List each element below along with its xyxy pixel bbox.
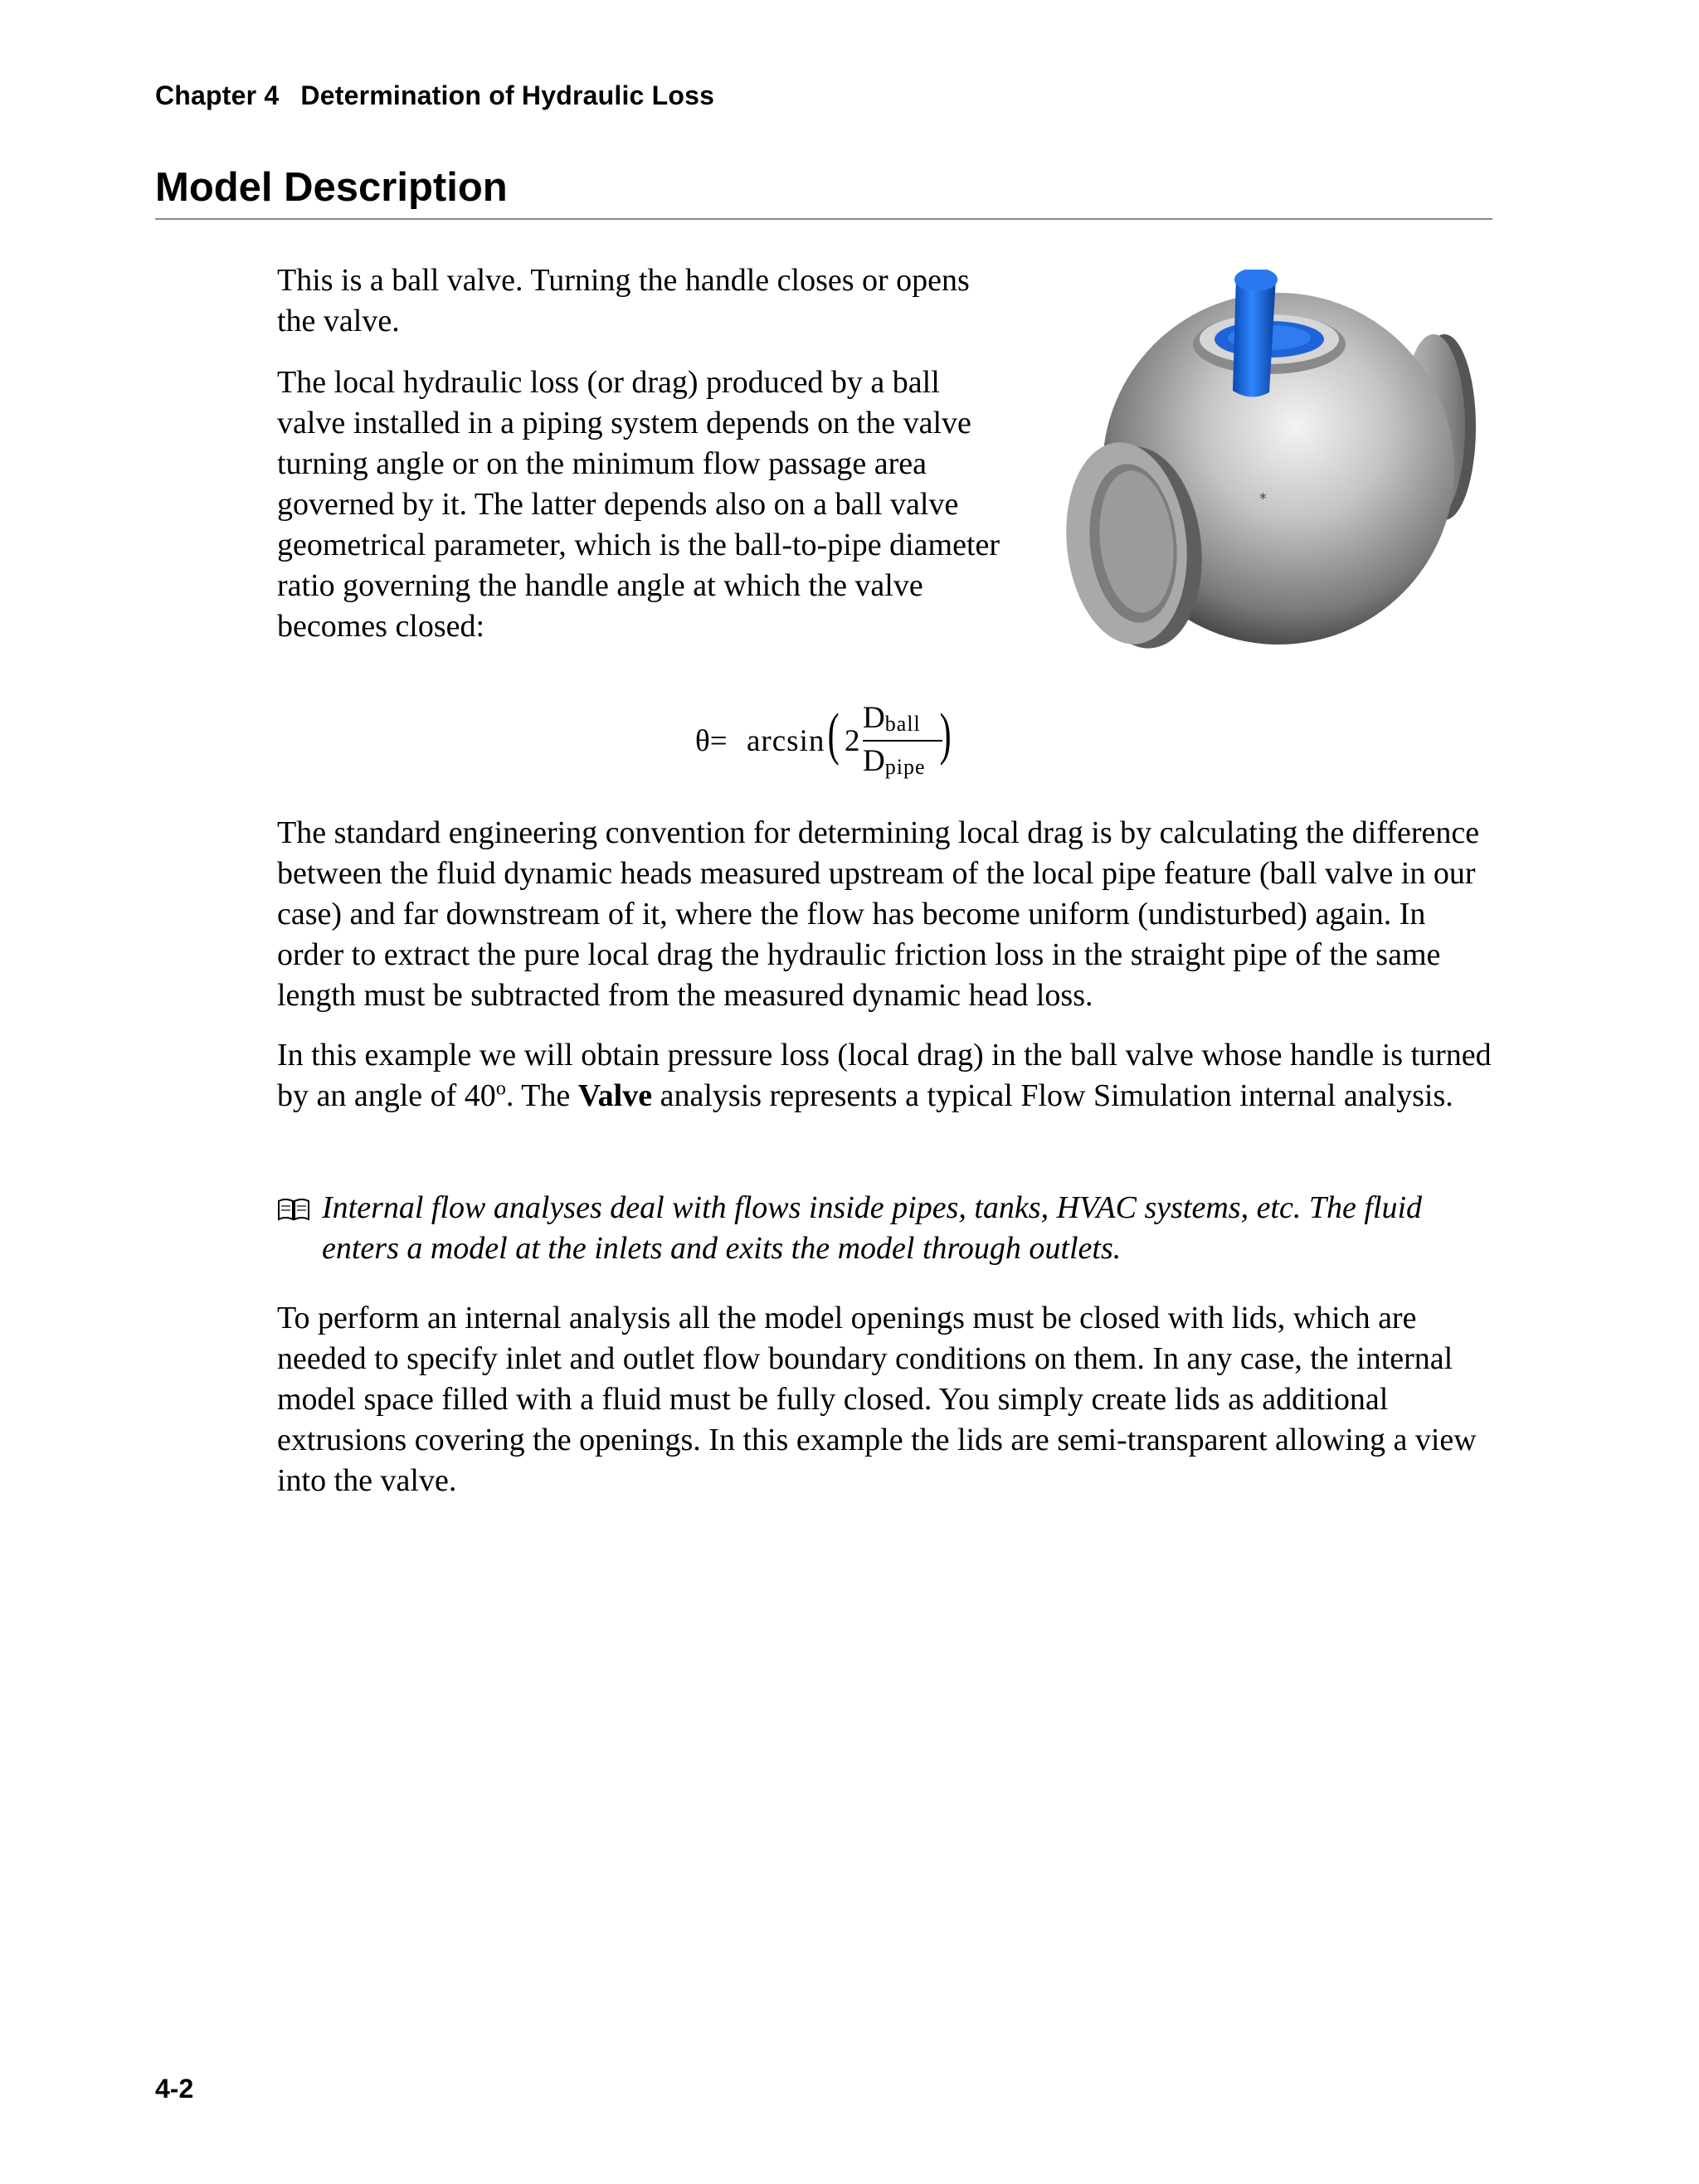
equation-numerator: [863, 700, 921, 736]
example-text-mid: . The: [505, 1078, 578, 1113]
closing-angle-equation: [695, 698, 969, 790]
chapter-title: Determination of Hydraulic Loss: [300, 80, 715, 110]
paragraph-intro: This is a ball valve. Turning the handle closes or opens the valve.: [277, 263, 970, 338]
note-text: Internal flow analyses deal with flows inside pipes, tanks, HVAC systems, etc. The fluid enters a model at the inlets and exits the model through outlets.: [322, 1190, 1423, 1266]
book-icon: [277, 1198, 310, 1223]
paragraph-engineering-convention: The standard engineering convention for determining local drag is by calculating the difference between the fluid dynamic heads measured upstream of the local pipe feature (ball valve in our case) and far downstream of it, where the flow has become uniform (undisturbed) again. In order to extract the pure local drag the hydraulic friction loss in the straight pipe of the same length must be subtracted from the measured dynamic head loss.: [277, 815, 1480, 1013]
chapter-number: Chapter 4: [155, 80, 280, 110]
note-internal-flow: [277, 1188, 1497, 1269]
equation-left-paren: (: [827, 703, 840, 766]
example-text-end: analysis represents a typical Flow Simulation internal analysis.: [652, 1078, 1453, 1113]
equation-fraction-bar: [863, 740, 942, 742]
equation-coefficient: 2: [845, 724, 860, 758]
equation-denominator: [863, 743, 926, 779]
equation-lhs: θ=: [695, 724, 728, 758]
equation-right-paren: ): [939, 703, 952, 766]
ball-valve-figure: [1044, 270, 1485, 659]
paragraph-hydraulic-loss: The local hydraulic loss (or drag) produced by a ball valve installed in a piping system depends on the valve turning angle or on the minimum flow passage area governed by it. The latter depends also on a ball valve geometrical parameter, which is the ball-to-pipe diameter ratio governing the handle angle at which the valve becomes closed:: [277, 365, 1000, 644]
paragraph-internal-analysis: To perform an internal analysis all the model openings must be closed with lids, which are needed to specify inlet and outlet flow boundary conditions on them. In any case, the internal model space filled with a fluid must be fully closed. You simply create lids as additional extrusions covering the openings. In this example the lids are semi-transparent allowing a view into the valve.: [277, 1301, 1477, 1498]
running-head: [155, 80, 714, 111]
section-rule: [155, 218, 1492, 220]
numerator-symbol: D: [863, 701, 885, 735]
valve-analysis-name: Valve: [577, 1078, 653, 1113]
paragraph-example: [277, 1035, 1492, 1116]
denominator-subscript: pipe: [884, 755, 926, 779]
numerator-subscript: ball: [884, 712, 921, 736]
degree-superscript: o: [495, 1077, 506, 1100]
equation-function: arcsin: [747, 724, 825, 758]
svg-text:*: *: [1259, 490, 1267, 508]
denominator-symbol: D: [863, 744, 885, 778]
page-number: 4-2: [155, 2074, 194, 2104]
example-text-start: In this example we will obtain pressure loss (local drag) in the ball valve whose handle is turned by an angle of 40: [277, 1038, 1492, 1113]
section-title: Model Description: [155, 165, 508, 210]
